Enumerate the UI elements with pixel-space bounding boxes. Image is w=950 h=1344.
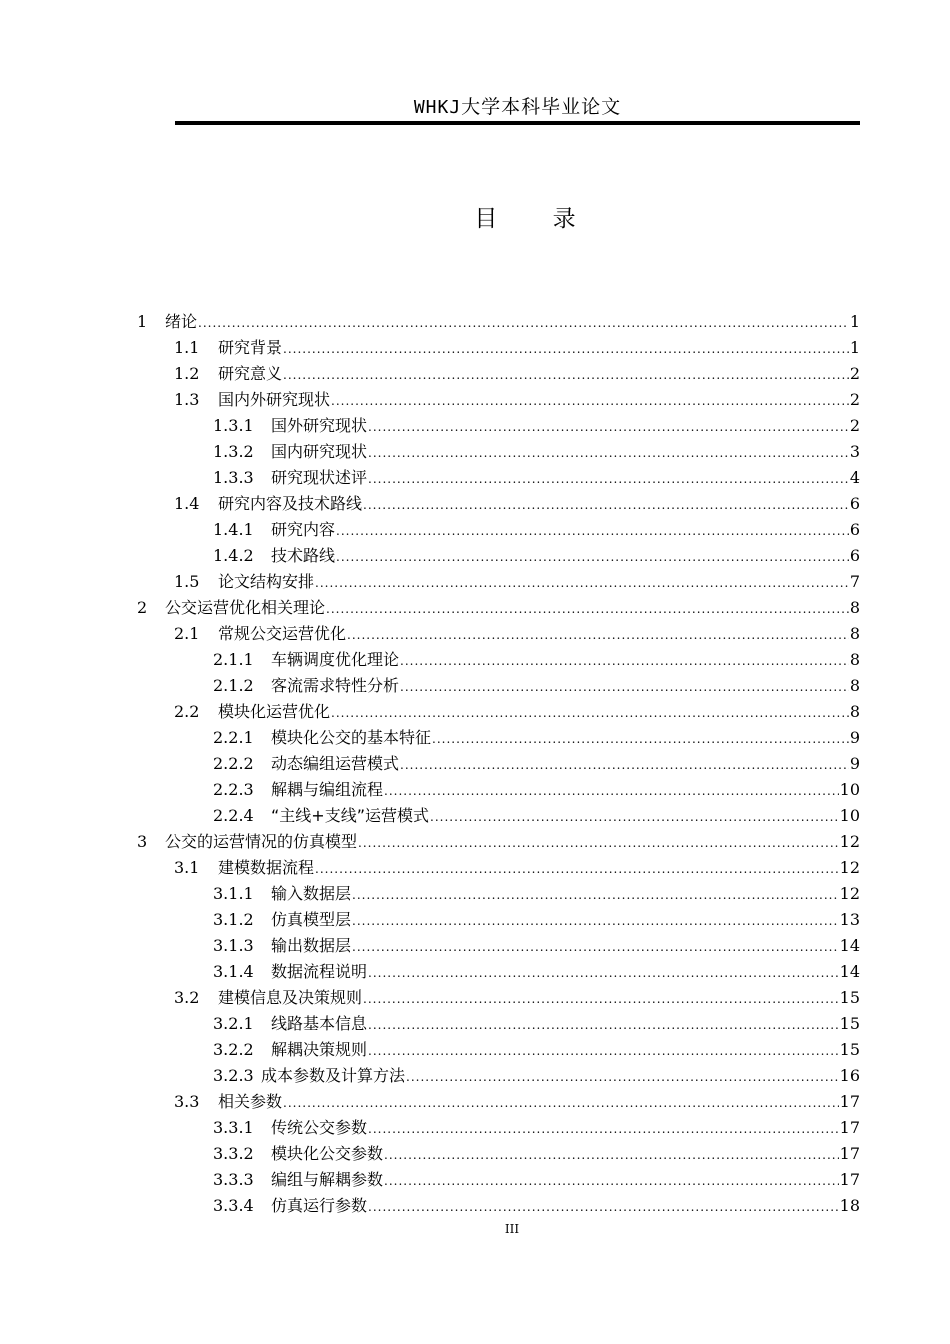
toc-entry-page: 17 xyxy=(839,1170,860,1189)
toc-entry[interactable] xyxy=(137,335,860,361)
toc-entry-label: 客流需求特性分析 xyxy=(271,676,400,695)
toc-entry-label: 绪论 xyxy=(165,312,198,331)
toc-entry-label: “主线+支线”运营模式 xyxy=(271,806,429,825)
toc-dot-leader xyxy=(283,1090,839,1116)
toc-entry-number: 3.1.1 xyxy=(213,884,254,903)
toc-entry[interactable] xyxy=(137,309,860,335)
toc-entry-page: 8 xyxy=(849,650,860,669)
toc-entry-number: 3.2.3 xyxy=(213,1066,254,1085)
toc-dot-leader xyxy=(347,622,849,648)
toc-dot-leader xyxy=(363,986,839,1012)
toc-entry[interactable] xyxy=(137,413,860,439)
toc-entry-page: 2 xyxy=(849,390,860,409)
toc-entry-label: 研究背景 xyxy=(218,338,283,357)
toc-dot-leader xyxy=(315,856,839,882)
toc-dot-leader xyxy=(352,882,839,908)
toc-entry-number: 3.2 xyxy=(174,988,200,1007)
toc-entry[interactable] xyxy=(137,933,860,959)
toc-entry-page: 6 xyxy=(849,494,860,513)
toc-entry-page: 6 xyxy=(849,520,860,539)
toc-entry[interactable] xyxy=(137,361,860,387)
toc-entry-number: 3.3.3 xyxy=(213,1170,254,1189)
toc-dot-leader xyxy=(358,830,839,856)
toc-entry-label: 国外研究现状 xyxy=(271,416,368,435)
toc-dot-leader xyxy=(432,726,849,752)
toc-entry[interactable] xyxy=(137,699,860,725)
toc-entry-page: 14 xyxy=(839,962,860,981)
toc-entry-number: 2.2 xyxy=(174,702,200,721)
toc-entry-page: 9 xyxy=(849,754,860,773)
toc-entry[interactable] xyxy=(137,1115,860,1141)
toc-entry[interactable] xyxy=(137,569,860,595)
page-number: III xyxy=(504,1222,520,1236)
toc-entry-page: 15 xyxy=(839,1040,860,1059)
toc-entry-number: 2.2.3 xyxy=(213,780,254,799)
toc-entry[interactable] xyxy=(137,1011,860,1037)
toc-entry-number: 2.2.2 xyxy=(213,754,254,773)
toc-dot-leader xyxy=(363,492,849,518)
toc-entry-page: 9 xyxy=(849,728,860,747)
toc-entry[interactable] xyxy=(137,751,860,777)
toc-entry[interactable] xyxy=(137,907,860,933)
toc-entry-number: 2.1 xyxy=(174,624,200,643)
toc-entry-label: 建模信息及决策规则 xyxy=(218,988,363,1007)
toc-entry-number: 1.2 xyxy=(174,364,200,383)
toc-entry-number: 2.1.2 xyxy=(213,676,254,695)
toc-entry-number: 3.1.4 xyxy=(213,962,254,981)
toc-entry-label: 仿真模型层 xyxy=(271,910,352,929)
toc-entry-number: 2 xyxy=(137,598,148,617)
toc-entry[interactable] xyxy=(137,777,860,803)
toc-entry-number: 1.4.2 xyxy=(213,546,254,565)
toc-entry-label: 相关参数 xyxy=(218,1092,283,1111)
toc-entry-label: 公交的运营情况的仿真模型 xyxy=(165,832,358,851)
toc-entry-page: 10 xyxy=(839,780,860,799)
toc-entry[interactable] xyxy=(137,803,860,829)
toc-entry-number: 1.4 xyxy=(174,494,200,513)
toc-entry-number: 3.3.1 xyxy=(213,1118,254,1137)
toc-dot-leader xyxy=(352,934,839,960)
toc-entry[interactable] xyxy=(137,517,860,543)
toc-title: 目 录 xyxy=(474,206,600,232)
header-prefix: WHKJ xyxy=(413,97,462,118)
toc-entry-label: 动态编组运营模式 xyxy=(271,754,400,773)
toc-entry-number: 1.4.1 xyxy=(213,520,254,539)
toc-entry-page: 14 xyxy=(839,936,860,955)
toc-entry-number: 1 xyxy=(137,312,148,331)
toc-entry-label: 研究意义 xyxy=(218,364,283,383)
toc-dot-leader xyxy=(384,778,839,804)
toc-dot-leader xyxy=(368,1194,839,1220)
toc-dot-leader xyxy=(368,1116,839,1142)
toc-entry-page: 8 xyxy=(849,598,860,617)
toc-entry-label: 传统公交参数 xyxy=(271,1118,368,1137)
toc-entry-label: 国内研究现状 xyxy=(271,442,368,461)
toc-dot-leader xyxy=(384,1168,839,1194)
toc-entry[interactable] xyxy=(137,647,860,673)
header-rule xyxy=(175,121,860,125)
toc-entry[interactable] xyxy=(137,595,860,621)
toc-dot-leader xyxy=(368,960,839,986)
toc-entry[interactable] xyxy=(137,465,860,491)
toc-entry-page: 15 xyxy=(839,988,860,1007)
toc-entry-page: 10 xyxy=(839,806,860,825)
toc-entry-label: 数据流程说明 xyxy=(271,962,368,981)
toc-dot-leader xyxy=(352,908,839,934)
toc-entry-label: 技术路线 xyxy=(271,546,336,565)
toc-entry[interactable] xyxy=(137,1193,860,1219)
toc-entry-label: 论文结构安排 xyxy=(218,572,315,591)
toc-entry-page: 17 xyxy=(839,1144,860,1163)
toc-entry-number: 3.3.4 xyxy=(213,1196,254,1215)
toc-entry-number: 1.1 xyxy=(174,338,200,357)
toc-entry-page: 13 xyxy=(839,910,860,929)
toc-entry-number: 3.2.2 xyxy=(213,1040,254,1059)
toc-entry[interactable] xyxy=(137,959,860,985)
toc-dot-leader xyxy=(283,336,849,362)
toc-dot-leader xyxy=(368,440,849,466)
toc-entry-number: 2.2.4 xyxy=(213,806,254,825)
toc-dot-leader xyxy=(430,804,839,830)
toc-dot-leader xyxy=(326,596,849,622)
toc-entry-number: 1.3.3 xyxy=(213,468,254,487)
toc-dot-leader xyxy=(331,700,849,726)
toc-entry-page: 6 xyxy=(849,546,860,565)
toc-entry[interactable] xyxy=(137,1167,860,1193)
toc-entry-page: 8 xyxy=(849,702,860,721)
toc-entry-label: 模块化公交的基本特征 xyxy=(271,728,432,747)
toc-entry-page: 2 xyxy=(849,416,860,435)
toc-entry-label: 成本参数及计算方法 xyxy=(261,1066,406,1085)
toc-entry-page: 15 xyxy=(839,1014,860,1033)
toc-dot-leader xyxy=(368,1012,839,1038)
toc-entry-label: 研究内容 xyxy=(271,520,336,539)
toc-entry-page: 1 xyxy=(849,312,860,331)
toc-entry-page: 12 xyxy=(839,884,860,903)
toc-entry[interactable] xyxy=(137,543,860,569)
toc-entry-label: 模块化公交参数 xyxy=(271,1144,384,1163)
toc-entry-number: 3 xyxy=(137,832,148,851)
running-header-text xyxy=(414,92,621,123)
toc-entry-number: 2.1.1 xyxy=(213,650,254,669)
toc-entry-page: 16 xyxy=(839,1066,860,1085)
table-of-contents xyxy=(137,309,860,1219)
toc-entry-label: 研究内容及技术路线 xyxy=(218,494,363,513)
toc-dot-leader xyxy=(368,466,849,492)
toc-entry-label: 研究现状述评 xyxy=(271,468,368,487)
toc-entry-page: 12 xyxy=(839,832,860,851)
toc-entry-label: 建模数据流程 xyxy=(218,858,315,877)
toc-entry-number: 1.5 xyxy=(174,572,200,591)
toc-dot-leader xyxy=(336,518,849,544)
toc-dot-leader xyxy=(400,674,849,700)
toc-entry-label: 模块化运营优化 xyxy=(218,702,331,721)
toc-entry-number: 3.1.3 xyxy=(213,936,254,955)
toc-entry-label: 解耦决策规则 xyxy=(271,1040,368,1059)
toc-entry[interactable] xyxy=(137,881,860,907)
toc-entry-label: 编组与解耦参数 xyxy=(271,1170,384,1189)
toc-entry-page: 3 xyxy=(849,442,860,461)
toc-entry-label: 仿真运行参数 xyxy=(271,1196,368,1215)
toc-entry[interactable] xyxy=(137,1141,860,1167)
toc-entry[interactable] xyxy=(137,725,860,751)
toc-dot-leader xyxy=(400,648,849,674)
toc-entry-label: 解耦与编组流程 xyxy=(271,780,384,799)
toc-entry-label: 公交运营优化相关理论 xyxy=(165,598,326,617)
toc-entry-label: 常规公交运营优化 xyxy=(218,624,347,643)
toc-entry[interactable] xyxy=(137,985,860,1011)
toc-dot-leader xyxy=(406,1064,839,1090)
toc-entry[interactable] xyxy=(137,491,860,517)
toc-entry-page: 2 xyxy=(849,364,860,383)
toc-entry-number: 3.2.1 xyxy=(213,1014,254,1033)
toc-entry[interactable] xyxy=(137,387,860,413)
toc-dot-leader xyxy=(384,1142,839,1168)
toc-entry-label: 线路基本信息 xyxy=(271,1014,368,1033)
toc-entry-number: 3.1 xyxy=(174,858,200,877)
toc-entry-page: 17 xyxy=(839,1118,860,1137)
toc-dot-leader xyxy=(315,570,849,596)
toc-entry-label: 车辆调度优化理论 xyxy=(271,650,400,669)
toc-entry-page: 8 xyxy=(849,624,860,643)
toc-dot-leader xyxy=(283,362,849,388)
toc-entry-page: 17 xyxy=(839,1092,860,1111)
toc-entry-page: 12 xyxy=(839,858,860,877)
toc-entry-number: 1.3.2 xyxy=(213,442,254,461)
toc-entry-page: 7 xyxy=(849,572,860,591)
toc-entry-number: 3.3 xyxy=(174,1092,200,1111)
toc-entry[interactable] xyxy=(137,439,860,465)
toc-entry-number: 3.3.2 xyxy=(213,1144,254,1163)
toc-entry[interactable] xyxy=(137,1089,860,1115)
header-title: 大学本科毕业论文 xyxy=(461,96,622,118)
toc-entry[interactable] xyxy=(137,673,860,699)
toc-entry-number: 1.3.1 xyxy=(213,416,254,435)
toc-entry-page: 4 xyxy=(849,468,860,487)
toc-dot-leader xyxy=(336,544,849,570)
toc-entry-number: 1.3 xyxy=(174,390,200,409)
toc-entry-page: 18 xyxy=(839,1196,860,1215)
toc-entry-label: 国内外研究现状 xyxy=(218,390,331,409)
toc-dot-leader xyxy=(198,310,849,336)
toc-dot-leader xyxy=(331,388,849,414)
toc-entry-number: 2.2.1 xyxy=(213,728,254,747)
toc-entry-label: 输出数据层 xyxy=(271,936,352,955)
toc-dot-leader xyxy=(400,752,849,778)
toc-entry-page: 8 xyxy=(849,676,860,695)
toc-entry-page: 1 xyxy=(849,338,860,357)
toc-entry-number: 3.1.2 xyxy=(213,910,254,929)
toc-dot-leader xyxy=(368,1038,839,1064)
toc-entry[interactable] xyxy=(137,855,860,881)
toc-entry[interactable] xyxy=(137,829,860,855)
toc-entry[interactable] xyxy=(137,621,860,647)
toc-entry[interactable] xyxy=(137,1037,860,1063)
toc-dot-leader xyxy=(368,414,849,440)
toc-entry-label: 输入数据层 xyxy=(271,884,352,903)
toc-entry[interactable] xyxy=(137,1063,860,1089)
